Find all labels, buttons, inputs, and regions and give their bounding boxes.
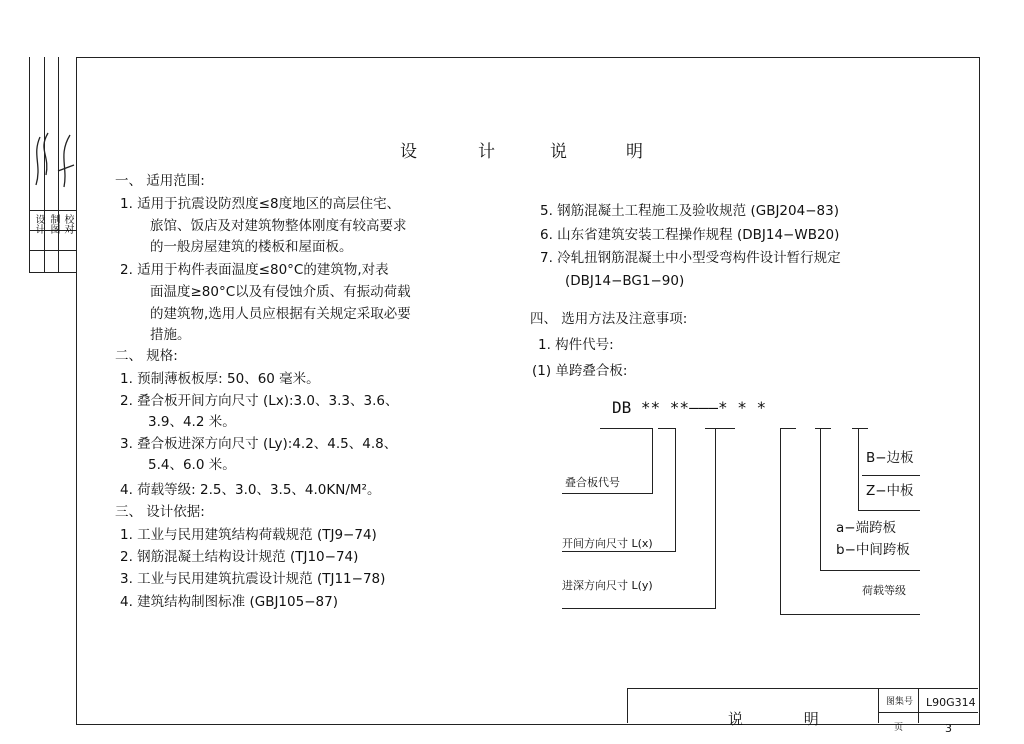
left-line: 三、 设计依据: xyxy=(115,504,205,520)
right-line: 四、 选用方法及注意事项: xyxy=(530,311,688,327)
bracket-line xyxy=(820,570,920,571)
titleblock-page-label: 页 xyxy=(894,723,904,733)
drawing-border xyxy=(76,57,980,728)
titleblock-atlas-label: 图集号 xyxy=(886,697,914,707)
label-load: 荷载等级 xyxy=(862,584,906,597)
left-line: 1. 适用于抗震设防烈度≤8度地区的高层住宅、 xyxy=(120,196,401,212)
left-line: 2. 适用于构件表面温度≤80°C的建筑物,对表 xyxy=(120,262,389,278)
bracket-line xyxy=(820,428,821,570)
titleblock-page-no: 3 xyxy=(945,722,952,735)
left-line: 4. 荷载等级: 2.5、3.0、3.5、4.0KN/M²。 xyxy=(120,482,381,498)
component-code: DB ** **———* * * xyxy=(612,398,767,417)
margin-line xyxy=(29,250,76,251)
bracket-line xyxy=(815,428,831,429)
title-char: 设 xyxy=(400,142,417,162)
bracket-line xyxy=(715,428,716,608)
right-line: 6. 山东省建筑安装工程操作规程 (DBJ14−WB20) xyxy=(540,227,840,243)
left-line: 2. 钢筋混凝土结构设计规范 (TJ10−74) xyxy=(120,549,359,565)
left-line: 4. 建筑结构制图标准 (GBJ105−87) xyxy=(120,594,338,610)
title-char: 明 xyxy=(626,142,643,162)
left-line: 5.4、6.0 米。 xyxy=(148,457,236,473)
bracket-line xyxy=(780,428,781,614)
left-line: 面温度≥80°C以及有侵蚀介质、有振动荷载 xyxy=(150,284,411,300)
titleblock-line xyxy=(878,688,879,723)
label-ly: 进深方向尺寸 L(y) xyxy=(562,579,653,592)
bracket-line xyxy=(858,510,920,511)
left-line: 1. 工业与民用建筑结构荷载规范 (TJ9−74) xyxy=(120,527,377,543)
left-line: 3. 工业与民用建筑抗震设计规范 (TJ11−78) xyxy=(120,571,386,587)
label-b-edge: B−边板 xyxy=(866,450,914,466)
bracket-line xyxy=(705,428,735,429)
bracket-line xyxy=(858,428,859,510)
margin-line xyxy=(29,272,76,273)
titleblock-line xyxy=(918,688,919,723)
label-a-end: a−端跨板 xyxy=(836,520,897,536)
bracket-line xyxy=(658,428,676,429)
bracket-line xyxy=(852,428,868,429)
title-char: 说 xyxy=(550,142,567,162)
left-line: 措施。 xyxy=(150,327,191,343)
titleblock-line xyxy=(878,712,978,713)
left-line: 1. 预制薄板板厚: 50、60 毫米。 xyxy=(120,371,320,387)
label-code-name: 叠合板代号 xyxy=(565,476,620,489)
left-line: 的一般房屋建筑的楼板和屋面板。 xyxy=(150,239,353,255)
right-line: 7. 冷轧扭钢筋混凝土中小型受弯构件设计暂行规定 xyxy=(540,250,841,266)
label-z-mid: Z−中板 xyxy=(866,483,914,499)
left-line: 2. 叠合板开间方向尺寸 (Lx):3.0、3.3、3.6、 xyxy=(120,393,399,409)
margin-label: 制图 xyxy=(48,214,59,234)
margin-label: 校对 xyxy=(62,214,73,234)
bracket-line xyxy=(862,475,920,476)
left-line: 一、 适用范围: xyxy=(115,173,205,189)
bracket-line xyxy=(600,428,652,429)
bracket-line xyxy=(652,428,653,493)
signature xyxy=(28,125,78,195)
margin-label: 设计 xyxy=(33,214,44,234)
left-line: 二、 规格: xyxy=(115,348,178,364)
titleblock-atlas-no: L90G314 xyxy=(926,696,976,709)
bracket-line xyxy=(562,493,653,494)
left-line: 的建筑物,选用人员应根据有关规定采取必要 xyxy=(150,306,411,322)
bracket-line xyxy=(675,428,676,551)
left-line: 3.9、4.2 米。 xyxy=(148,414,236,430)
right-line: 5. 钢筋混凝土工程施工及验收规范 (GBJ204−83) xyxy=(540,203,839,219)
left-line: 旅馆、饭店及对建筑物整体刚度有较高要求 xyxy=(150,218,407,234)
margin-line xyxy=(29,210,76,211)
bracket-line xyxy=(780,428,796,429)
label-lx: 开间方向尺寸 L(x) xyxy=(562,537,653,550)
titleblock-name: 说 明 xyxy=(728,710,847,728)
right-line: 1. 构件代号: xyxy=(538,337,614,353)
bracket-line xyxy=(562,551,676,552)
right-line: (1) 单跨叠合板: xyxy=(532,363,628,379)
label-b-mid: b−中间跨板 xyxy=(836,542,910,558)
left-line: 3. 叠合板进深方向尺寸 (Ly):4.2、4.5、4.8、 xyxy=(120,436,398,452)
right-line: (DBJ14−BG1−90) xyxy=(565,273,685,289)
titleblock-line xyxy=(627,688,628,723)
bracket-line xyxy=(780,614,920,615)
bracket-line xyxy=(562,608,716,609)
titleblock-line xyxy=(627,688,978,689)
title-char: 计 xyxy=(478,142,495,162)
